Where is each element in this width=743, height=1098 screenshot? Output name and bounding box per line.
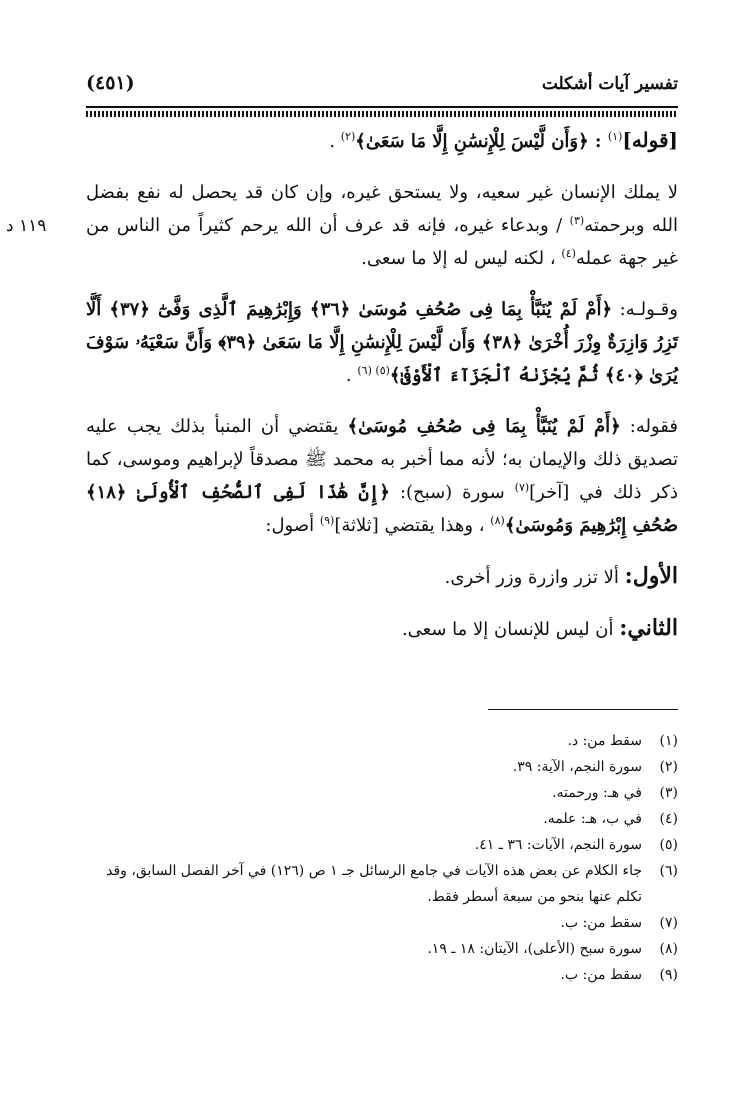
text-run: أصول: — [265, 515, 320, 536]
paragraph-2 — [86, 176, 678, 275]
principle-label: الأول: — [624, 563, 678, 589]
manuscript-folio-note: ١١٩ د — [6, 216, 47, 236]
footnotes — [86, 728, 678, 988]
paragraph-4 — [86, 410, 678, 542]
footnote-number: (٨) — [659, 941, 678, 957]
main-text — [86, 124, 678, 664]
footnote — [86, 910, 678, 936]
text-run: ، لكنه ليس له إلا ما سعى. — [361, 248, 562, 269]
footnote — [86, 754, 678, 780]
text-run: وقـولـه: — [612, 299, 678, 320]
punctuation: . — [329, 131, 341, 152]
footnote-text: سورة النجم، الآية: ٣٩. — [512, 759, 642, 775]
footnote-number: (٧) — [659, 915, 678, 931]
paragraph-1 — [86, 124, 678, 158]
footnote-ref: (٤) — [561, 247, 576, 260]
footnote-text: سقط من: ب. — [560, 915, 642, 931]
footnote-number: (٣) — [659, 785, 678, 801]
footnote-ref: (٣) — [569, 214, 585, 227]
text-run: سورة (سبح): — [389, 482, 515, 503]
quran-verse: ﴿أَمْ لَمْ يُنَبَّأْ بِمَا فِى صُحُفِ مُوسَىٰ ﴿٣٦﴾ وَإِبْرَٰهِيمَ ٱلَّذِى وَفَّىٰٓ ﴿٣٧﴾ أَلَّا تَزِرُ وَازِرَةٌ وِزْرَ أُخْرَىٰ ﴿٣٨﴾ وَأَن لَّيْسَ لِلْإِنسَٰنِ إِلَّا مَا سَعَىٰ ﴿٣٩﴾ وَأَنَّ سَعْيَهُۥ سَوْفَ يُرَىٰ ﴿٤٠﴾ ثُمَّ يُجْزَىٰهُ ٱلْجَزَآءَ ٱلْأَوْفَىٰ﴾ — [86, 299, 679, 386]
footnote-ref: (٥) (٦) — [357, 364, 390, 377]
text-run: ، وهذا يقتضي [ثلاثة] — [334, 515, 491, 536]
quran-verse: ﴿أَمْ لَمْ يُنَبَّأْ بِمَا فِى صُحُفِ مُوسَىٰ﴾ — [347, 416, 621, 437]
footnote-ref: (١) — [607, 130, 623, 143]
footnote-ref: (٩) — [319, 514, 335, 527]
text-run: يقتضي أن المنبأ بذلك يجب عليه تصديق ذلك والإيمان به؛ لأنه مما أخبر به محمد ﷺ مصدقاً لإبراهيم وموسى، كما ذكر ذلك في [آخر] — [86, 416, 678, 503]
quran-verse: ﴿إِنَّ هَٰذَا لَفِى ٱلصُّحُفِ ٱلْأُولَىٰ ﴿١٨﴾ صُحُفِ إِبْرَٰهِيمَ وَمُوسَىٰ﴾ — [86, 482, 678, 536]
footnote-text: سورة النجم، الآيات: ٣٦ ـ ٤١. — [474, 837, 642, 853]
header-decorative-rule — [86, 111, 678, 117]
footnote-text: جاء الكلام عن بعض هذه الآيات في جامع الرسائل جـ ١ ص (١٢٦) في آخر الفصل السابق، وقد تكلم عنها بنحو من سبعة أسطر فقط. — [106, 863, 642, 905]
quran-verse: : ﴿وَأَن لَّيْسَ لِلْإِنسَٰنِ إِلَّا مَا سَعَىٰ﴾ — [355, 131, 608, 152]
footnote-text: في ب، هـ: علمه. — [543, 811, 642, 827]
footnote-ref: (٨) — [490, 514, 505, 527]
footnote — [86, 858, 678, 910]
principle-1 — [86, 560, 678, 594]
footnote-number: (٦) — [659, 863, 678, 879]
footnote — [86, 780, 678, 806]
punctuation: . — [345, 365, 358, 386]
footnote-number: (٥) — [659, 837, 678, 853]
footnote-text: سورة سبح (الأعلى)، الآيتان: ١٨ ـ ١٩. — [427, 941, 642, 957]
footnote — [86, 936, 678, 962]
principle-text: ألا تزر وازرة وزر أخرى. — [444, 567, 625, 588]
footnote — [86, 806, 678, 832]
footnote — [86, 832, 678, 858]
principle-label: الثاني: — [619, 615, 678, 641]
footnote-number: (٢) — [659, 759, 678, 775]
footnote-ref: (٢) — [340, 130, 356, 143]
paragraph-3 — [86, 293, 678, 392]
text-run: فقوله: — [620, 416, 678, 437]
footnote-text: في هـ: ورحمته. — [552, 785, 642, 801]
page-number: (٤٥١) — [86, 72, 135, 94]
header-rule — [86, 106, 678, 108]
page-header — [86, 70, 678, 100]
footnote-ref: (٧) — [514, 481, 530, 494]
principle-2 — [86, 612, 678, 646]
footnote-number: (١) — [659, 733, 678, 749]
footnote — [86, 728, 678, 754]
text-run: / وبدعاء غيره، فإنه قد عرف أن الله يرحم كثيراً من الناس من غير جهة عمله — [86, 215, 678, 269]
principle-text: أن ليس للإنسان إلا ما سعى. — [401, 619, 620, 640]
footnote-number: (٩) — [659, 967, 678, 983]
running-title: تفسير آيات أشكلت — [541, 74, 678, 94]
footnote — [86, 962, 678, 988]
footnote-number: (٤) — [659, 811, 678, 827]
footnote-text: سقط من: د. — [567, 733, 642, 749]
footnote-separator — [488, 709, 678, 710]
text-run: لا يملك الإنسان غير سعيه، ولا يستحق غيره، وإن كان قد يحصل له نفع بفضل الله وبرحمته — [86, 182, 678, 236]
footnote-text: سقط من: ب. — [560, 967, 642, 983]
bracket-label: [قوله] — [622, 128, 678, 152]
